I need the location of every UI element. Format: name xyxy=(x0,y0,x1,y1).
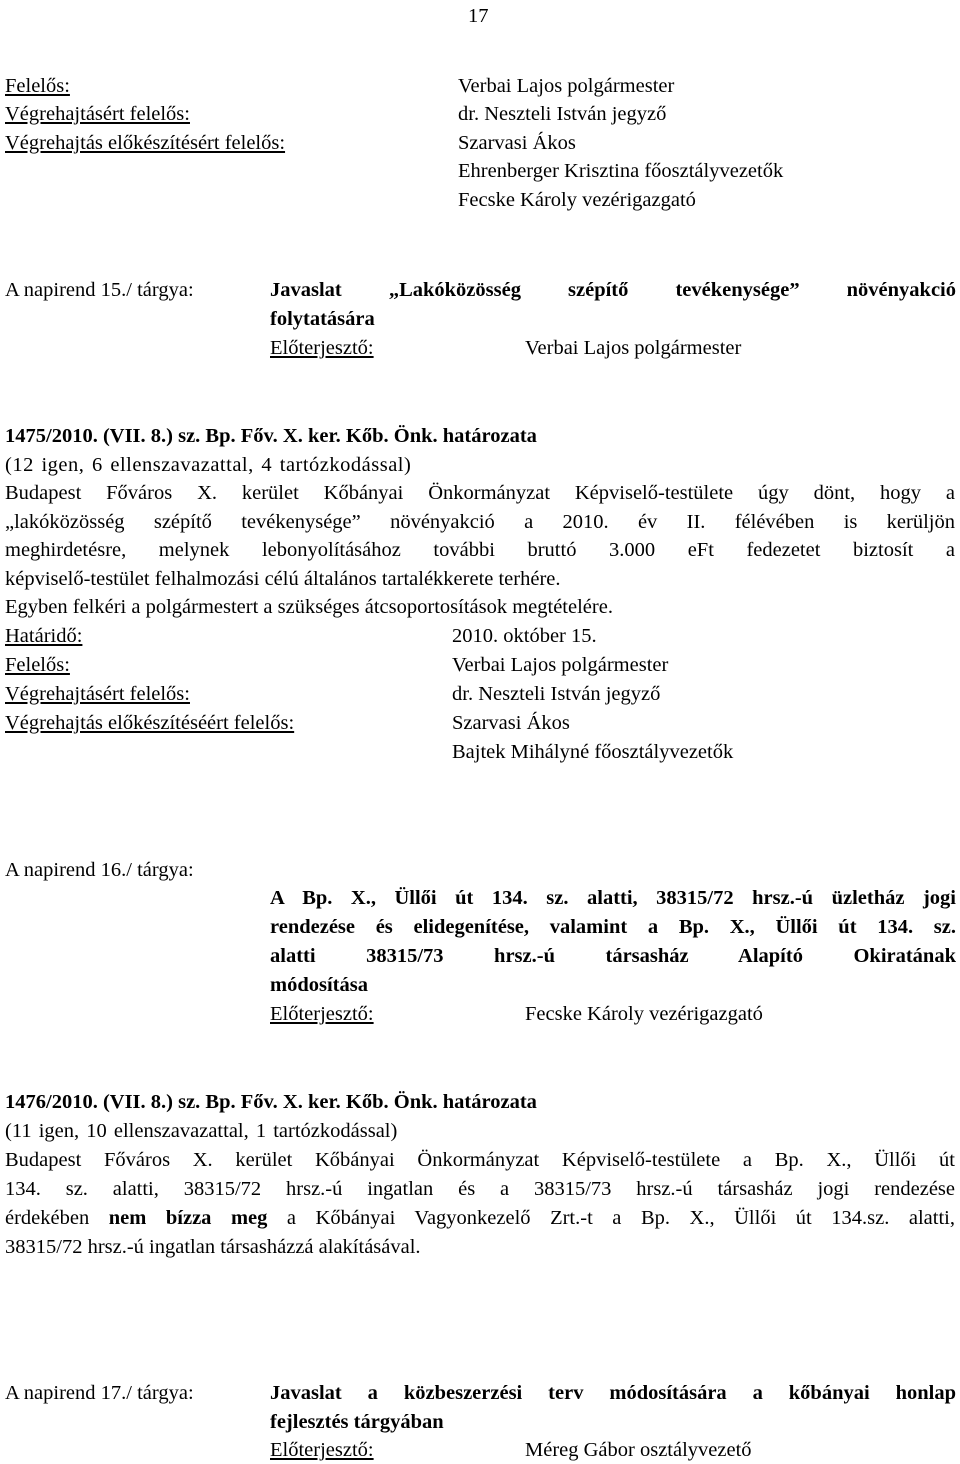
page-number: 17 xyxy=(468,5,489,27)
vote-result: (11 igen, 10 ellenszavazattal, 1 tartózkodással) xyxy=(5,1120,398,1142)
label-hatarido: Határidő: xyxy=(5,625,83,647)
vote-result: (12 igen, 6 ellenszavazattal, 4 tartózkodással) xyxy=(5,454,412,476)
value-felelos: Verbai Lajos polgármester xyxy=(452,654,669,676)
resolution-text-line: Budapest Főváros X. kerület Kőbányai Önkormányzat Képviselő-testülete a Bp. X., Üllői út xyxy=(5,1149,955,1171)
presenter-name: Méreg Gábor osztályvezető xyxy=(525,1439,752,1461)
agenda-label: A napirend 16./ tárgya: xyxy=(5,859,194,881)
text-fragment: érdekében xyxy=(5,1207,109,1229)
value-hatarido: 2010. október 15. xyxy=(452,625,597,647)
presenter-label: Előterjesztő: xyxy=(270,337,374,359)
agenda-title-line: Javaslat „Lakóközösség szépítő tevékenysége” növényakció xyxy=(270,279,956,301)
resolution-text-line: Egyben felkéri a polgármestert a szükséges átcsoportosítások megtételére. xyxy=(5,596,613,618)
label-felelos: Felelős: xyxy=(5,75,70,97)
resolution-text-line: meghirdetésre, melynek lebonyolításához további bruttó 3.000 eFt fedezetet biztosít a xyxy=(5,539,955,561)
emphasis-text: nem bízza meg xyxy=(108,1207,268,1229)
agenda-label: A napirend 17./ tárgya: xyxy=(5,1382,194,1404)
label-felelos: Felelős: xyxy=(5,654,70,676)
value-extra-2: Fecske Károly vezérigazgató xyxy=(458,189,696,211)
label-vegrehajtasert: Végrehajtásért felelős: xyxy=(5,683,190,705)
resolution-text-line xyxy=(5,1204,955,1232)
resolution-text-line: képviselő-testület felhalmozási célú általános tartalékkerete terhére. xyxy=(5,568,561,590)
presenter-label: Előterjesztő: xyxy=(270,1439,374,1461)
agenda-title-line: A Bp. X., Üllői út 134. sz. alatti, 38315/72 hrsz.-ú üzletház jogi xyxy=(270,887,956,909)
resolution-heading: 1476/2010. (VII. 8.) sz. Bp. Főv. X. ker. Kőb. Önk. határozata xyxy=(5,1091,537,1113)
value-extra-1: Ehrenberger Krisztina főosztályvezetők xyxy=(458,160,784,182)
resolution-text-line: Budapest Főváros X. kerület Kőbányai Önkormányzat Képviselő-testülete úgy dönt, hogy a xyxy=(5,482,955,504)
resolution-text-line: 134. sz. alatti, 38315/72 hrsz.-ú ingatlan és a 38315/73 hrsz.-ú társasház jogi rendezése xyxy=(5,1178,955,1200)
presenter-label: Előterjesztő: xyxy=(270,1003,374,1025)
text-fragment: a Kőbányai Vagyonkezelő Zrt.-t a Bp. X., Üllői út 134.sz. alatti, xyxy=(267,1207,955,1229)
resolution-heading: 1475/2010. (VII. 8.) sz. Bp. Főv. X. ker. Kőb. Önk. határozata xyxy=(5,425,537,447)
value-felelos: Verbai Lajos polgármester xyxy=(458,75,675,97)
value-extra: Bajtek Mihályné főosztályvezetők xyxy=(452,741,734,763)
presenter-name: Verbai Lajos polgármester xyxy=(525,337,742,359)
label-elokeszites: Végrehajtás előkészítéséért felelős: xyxy=(5,712,295,734)
agenda-label: A napirend 15./ tárgya: xyxy=(5,279,194,301)
value-vegrehajtasert: dr. Neszteli István jegyző xyxy=(458,103,667,125)
presenter-name: Fecske Károly vezérigazgató xyxy=(525,1003,763,1025)
label-vegrehajtasert: Végrehajtásért felelős: xyxy=(5,103,190,125)
agenda-title-line: Javaslat a közbeszerzési terv módosítására a kőbányai honlap xyxy=(270,1382,956,1404)
agenda-title-line: rendezése és elidegenítése, valamint a Bp. X., Üllői út 134. sz. xyxy=(270,916,956,938)
resolution-text-line: „lakóközösség szépítő tevékenysége” növényakció a 2010. év II. félévében is kerüljön xyxy=(5,511,955,533)
agenda-title-line: fejlesztés tárgyában xyxy=(270,1411,444,1433)
value-elokeszites: Szarvasi Ákos xyxy=(458,132,576,154)
value-vegrehajtasert: dr. Neszteli István jegyző xyxy=(452,683,661,705)
agenda-title-line: módosítása xyxy=(270,974,368,996)
agenda-title-line: alatti 38315/73 hrsz.-ú társasház Alapító Okiratának xyxy=(270,945,956,967)
resolution-text-line: 38315/72 hrsz.-ú ingatlan társasházzá alakításával. xyxy=(5,1236,421,1258)
label-elokeszites: Végrehajtás előkészítésért felelős: xyxy=(5,132,286,154)
value-elokeszites: Szarvasi Ákos xyxy=(452,712,570,734)
agenda-title-line: folytatására xyxy=(270,308,375,330)
